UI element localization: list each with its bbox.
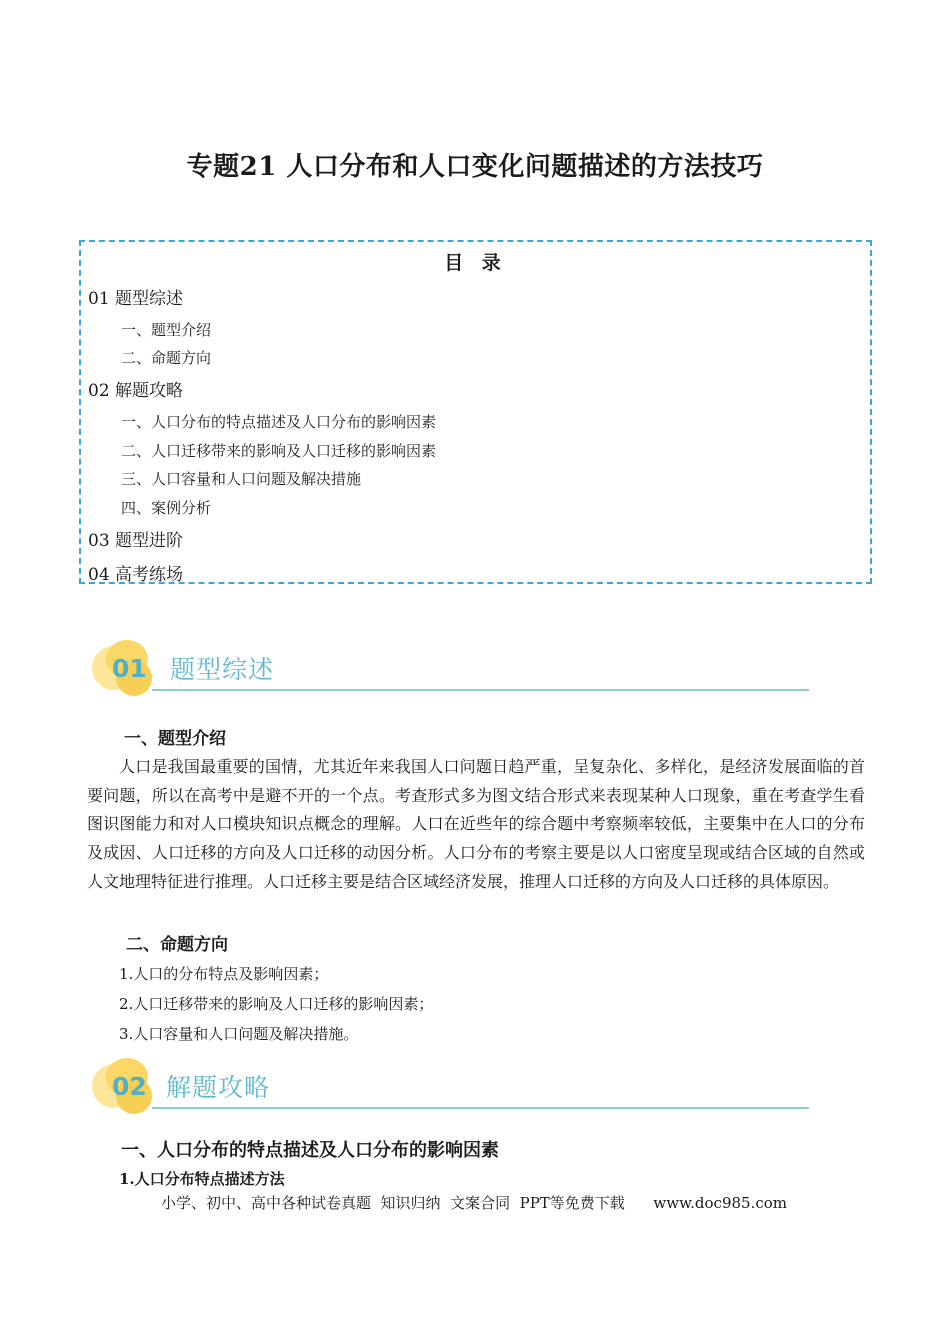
section-number: 01 xyxy=(112,654,147,683)
section-divider xyxy=(152,689,809,691)
toc-subitem[interactable]: 二、人口迁移带来的影响及人口迁移的影响因素 xyxy=(121,442,437,460)
section-banner-02 xyxy=(92,1058,812,1122)
intro-paragraph: 人口是我国最重要的国情，尤其近年来我国人口问题日趋严重，呈复杂化、多样化，是经济发展面临的首要问题，所以在高考中是避不开的一个点。考查形式多为图文结合形式来表现某种人口现象，重在考查学生看图识图能力和对人口模块知识点概念的理解。人口在近些年的综合题中考察频率较低，主要集中在人口的分布及成因、人口迁移的方向及人口迁移的动因分析。人口分布的考察主要是以人口密度呈现或结合区域的自然或人文地理特征进行推理。人口迁移主要是结合区域经济发展，推理人口迁移的方向及人口迁移的具体原因。 xyxy=(87,757,865,891)
toc-heading: 目 录 xyxy=(444,252,507,274)
section-label: 解题攻略 xyxy=(166,1073,271,1102)
direction-item: 2.人口迁移带来的影响及人口迁移的影响因素； xyxy=(119,995,434,1013)
toc-subitem[interactable]: 三、人口容量和人口问题及解决措施 xyxy=(121,470,362,488)
toc-subitem[interactable]: 一、人口分布的特点描述及人口分布的影响因素 xyxy=(121,413,437,431)
section-banner-01 xyxy=(92,640,812,704)
toc-item[interactable]: 01 题型综述 xyxy=(88,289,184,309)
footer-text: 小学、初中、高中各种试卷真题 知识归纳 文案合同 PPT等免费下载 xyxy=(161,1194,625,1212)
strategy-heading: 一、人口分布的特点描述及人口分布的影响因素 xyxy=(121,1140,499,1161)
page-footer xyxy=(161,1192,787,1213)
toc-subitem[interactable]: 四、案例分析 xyxy=(121,499,212,517)
toc-item[interactable]: 03 题型进阶 xyxy=(88,531,184,551)
direction-item: 3.人口容量和人口问题及解决措施。 xyxy=(119,1025,359,1043)
toc-item[interactable]: 04 高考练场 xyxy=(88,565,184,585)
direction-item: 1.人口的分布特点及影响因素； xyxy=(119,965,329,983)
intro-heading: 一、题型介绍 xyxy=(124,729,226,749)
table-of-contents xyxy=(79,240,872,584)
section-divider xyxy=(152,1107,809,1109)
toc-subitem[interactable]: 二、命题方向 xyxy=(121,349,212,367)
strategy-subheading: 1.人口分布特点描述方法 xyxy=(119,1170,285,1188)
section-number: 02 xyxy=(112,1072,147,1101)
section-label: 题型综述 xyxy=(170,655,275,684)
direction-heading: 二、命题方向 xyxy=(126,935,228,955)
toc-subitem[interactable]: 一、题型介绍 xyxy=(121,321,212,339)
toc-item[interactable]: 02 解题攻略 xyxy=(88,381,184,401)
footer-url[interactable]: www.doc985.com xyxy=(653,1194,788,1212)
document-title: 专题21 人口分布和人口变化问题描述的方法技巧 xyxy=(186,152,764,182)
